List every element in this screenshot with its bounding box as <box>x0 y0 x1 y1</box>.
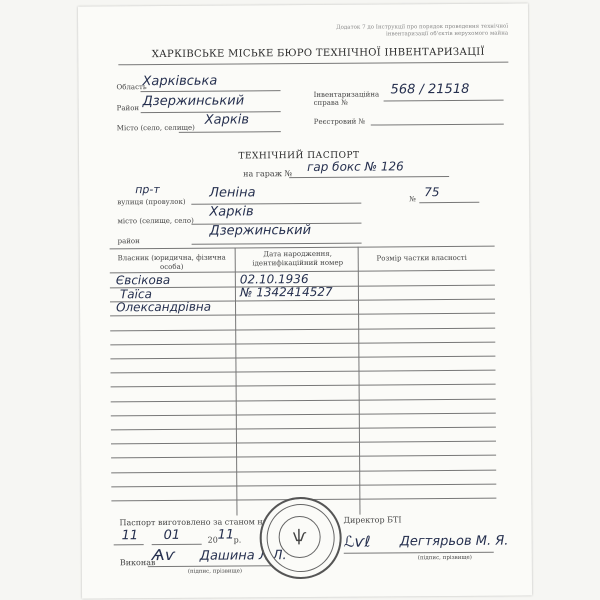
made-year-suffix: р. <box>233 535 242 545</box>
district-value: Дзержинський <box>142 93 245 110</box>
city-value: Харків <box>209 204 254 220</box>
number-value: 75 <box>424 185 440 200</box>
director-signature: ℒѵℓ <box>343 532 371 551</box>
executor-label: Виконав <box>119 558 156 568</box>
locality-value: Харків <box>204 112 250 128</box>
passport-subtitle: на гараж № <box>243 169 293 179</box>
col-share-header: Розмір частки власності <box>376 253 467 263</box>
table-rule-line <box>110 328 495 332</box>
trident-icon: ѱ <box>292 525 307 546</box>
number-label: № <box>409 195 416 204</box>
executor-signature: Ѧѵ <box>151 545 176 565</box>
executor-name: Дашина Л.Л. <box>199 548 287 564</box>
number-line <box>419 202 479 203</box>
owner-cell: Таїса <box>119 287 152 302</box>
table-rule-line <box>110 356 495 360</box>
made-year-prefix: 20 <box>207 535 218 545</box>
made-month: 01 <box>163 527 181 543</box>
birth-cell: 02.10.1936 <box>239 271 309 287</box>
col-birth-header: Дата народження, ідентифікаційний номер <box>252 249 344 268</box>
city-label: місто (селище, село) <box>117 216 194 226</box>
street-label: вулиця (провулок) <box>117 197 186 207</box>
registry-line <box>371 124 504 126</box>
street-value: Леніна <box>209 185 256 201</box>
address-district-label: район <box>117 237 140 246</box>
table-rule-line <box>111 399 496 403</box>
table-rule-line <box>110 370 495 374</box>
table-rule-line <box>111 427 496 431</box>
region-label: Область <box>116 83 147 92</box>
district-label: Район <box>116 104 140 113</box>
director-label: Директор БТІ <box>343 515 402 525</box>
address-district-value: Дзержинський <box>209 222 312 239</box>
inventory-line <box>384 100 504 102</box>
street-prefix-value: пр-т <box>135 183 160 197</box>
made-year: 11 <box>217 527 235 543</box>
inventory-label: Інвентаризаційна справа № <box>313 90 380 108</box>
table-rule-line <box>111 470 496 474</box>
owner-cell: Євсікова <box>115 272 171 288</box>
owner-cell: Олександрівна <box>115 299 212 315</box>
passport-subtitle-value: гар бокс № 126 <box>307 159 404 174</box>
table-rule-line <box>111 484 496 488</box>
inventory-value: 568 / 21518 <box>390 81 470 98</box>
locality-label: Місто (село, селище) <box>116 123 195 133</box>
made-day: 11 <box>121 528 139 544</box>
table-rule-line <box>111 441 496 445</box>
table-rule-line <box>111 384 496 388</box>
bureau-title: ХАРКІВСЬКЕ МІСЬКЕ БЮРО ТЕХНІЧНОЇ ІНВЕНТАРИЗАЦІЇ <box>151 46 485 61</box>
region-value: Харківська <box>142 73 218 90</box>
table-rule-line <box>111 455 496 459</box>
director-name: Дегтярьов М. Я. <box>399 533 509 550</box>
table-rule-line <box>111 413 496 417</box>
document-page <box>78 3 532 598</box>
title-underline <box>118 62 508 66</box>
locality-line <box>179 131 281 133</box>
subtitle-line <box>289 176 449 178</box>
col-owner-header: Власник (юридична, фізична особа) <box>117 253 226 271</box>
executor-caption: (підпис, прізвище) <box>187 568 243 575</box>
address-district-line <box>192 243 362 245</box>
corner-note: Додаток 7 до Інструкції про порядок проведення технічної інвентаризації об'єктів нерухомого майна <box>336 23 509 38</box>
passport-title: ТЕХНІЧНИЙ ПАСПОРТ <box>238 150 360 162</box>
region-line <box>141 90 281 92</box>
table-rules <box>78 3 528 6</box>
director-caption: (підпис, прізвище) <box>417 554 472 562</box>
official-stamp <box>259 497 342 580</box>
birth-cell: № 1342414527 <box>239 284 333 300</box>
registry-label: Реєстровий № <box>313 117 366 126</box>
made-label: Паспорт виготовлено за станом на <box>119 517 268 528</box>
table-rule-line <box>110 342 495 346</box>
